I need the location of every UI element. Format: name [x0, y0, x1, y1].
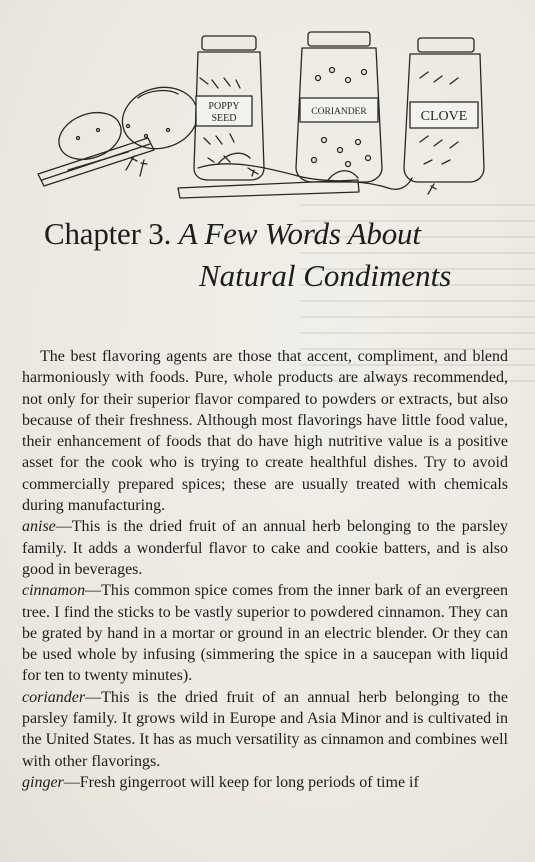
entry-term: cinnamon	[22, 582, 86, 600]
entry-text: —This common spice comes from the inner bark of an evergreen tree. I find the sticks to be vastly superior to powdered cinnamon. They can be grated by hand in a mortar or ground in an electric blender. Or they can be used whole by infusing (simmering the spice in a saucepan with liquid for ten to twenty minutes).	[22, 582, 508, 685]
entry-coriander	[22, 687, 508, 772]
entry-text: —Fresh gingerroot will keep for long periods of time if	[63, 773, 419, 791]
entry-anise	[22, 516, 508, 580]
jar-label-3: CLOVE	[420, 109, 468, 124]
chapter-body	[22, 346, 508, 793]
lemon-icon	[52, 79, 204, 167]
chapter-title-line2: Natural Condiments	[199, 258, 452, 293]
entry-text: —This is the dried fruit of an annual herb belonging to the parsley family. It adds a wonderful flavor to cake and cookie batters, and is also good in beverages.	[22, 518, 508, 578]
entry-ginger	[22, 772, 508, 793]
entry-cinnamon	[22, 580, 508, 686]
entry-term: ginger	[22, 773, 64, 791]
intro-paragraph: The best flavoring agents are those that accent, compliment, and blend harmoniously with foods. Pure, whole products are always recommended, not only for their superior flavor compared to powders or extracts, but also because of their freshness. Although most flavorings have little food value, their enhancement of foods that do have high nutritive value is a positive asset for the cook who is trying to create healthful dishes. Try to avoid commercially prepared spices; these are usually treated with chemicals during manufacturing.	[22, 348, 508, 515]
spice-illustration	[28, 18, 508, 200]
chapter-heading	[44, 214, 514, 296]
entry-term: anise	[22, 518, 56, 536]
ginger-root-icon	[198, 153, 412, 189]
chapter-heading-line1	[44, 214, 514, 254]
chapter-label: Chapter 3.	[44, 216, 172, 251]
jar-label-1a: POPPY	[208, 101, 240, 112]
entry-term: coriander	[22, 688, 86, 706]
jar-label-1b: SEED	[211, 113, 237, 124]
chapter-title-line1: A Few Words About	[178, 216, 421, 251]
jar-label-2: CORIANDER	[311, 107, 367, 117]
entry-text: —This is the dried fruit of an annual herb belonging to the parsley family. It grows wild in Europe and Asia Minor and is cultivated in the United States. It has as much versatility as cinnamon and combines well with other flavorings.	[22, 688, 508, 770]
